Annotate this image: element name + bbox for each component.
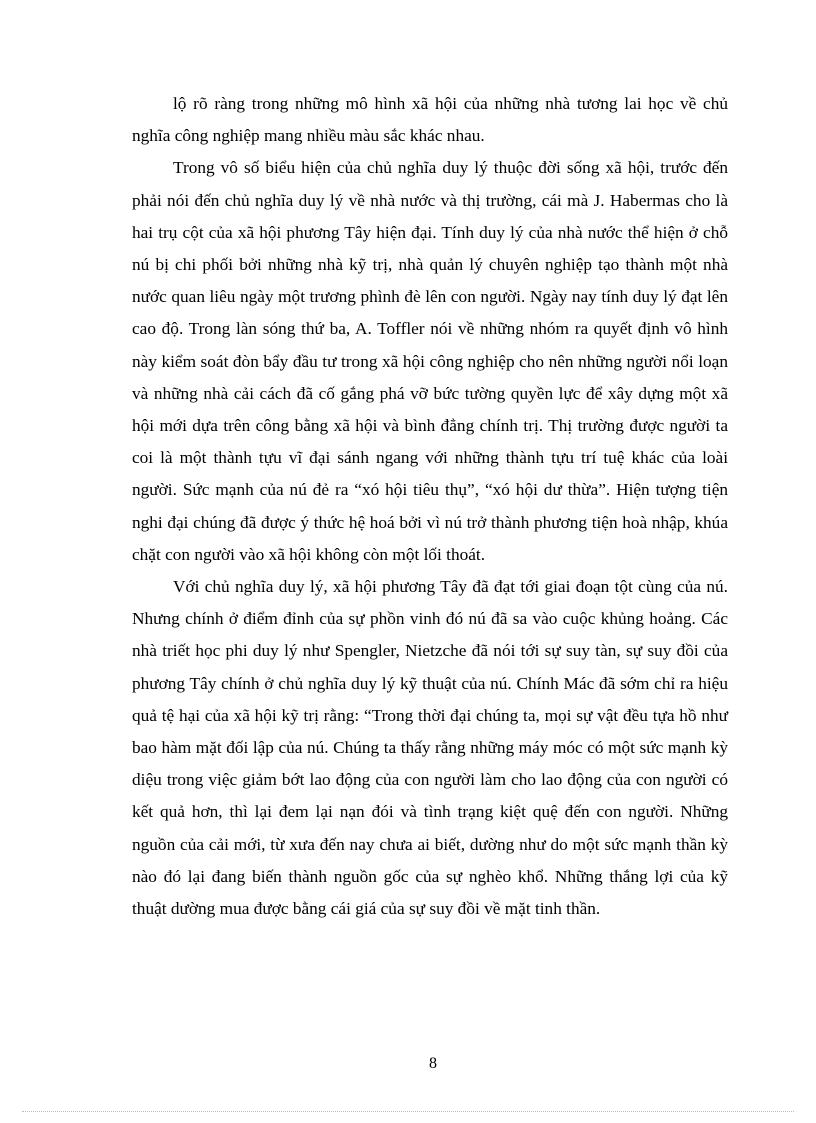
- page-number: 8: [429, 1055, 437, 1072]
- paragraph-western-crisis: Với chủ nghĩa duy lý, xã hội phương Tây đã đạt tới giai đoạn tột cùng của nú. Nhưng chính ở điểm đỉnh của sự phồn vinh đó nú đã sa vào cuộc khủng hoảng. Các nhà triết học phi duy lý như Spengler, Nietzche đã nói tới sự suy tàn, sự suy đồi của phương Tây chính ở chủ nghĩa duy lý kỹ thuật của nú. Chính Mác đã sớm chỉ ra hiệu quả tệ hại của xã hội kỹ trị rằng: “Trong thời đại chúng ta, mọi sự vật đều tựa hồ như bao hàm mặt đối lập của nú. Chúng ta thấy rằng những máy móc có một sức mạnh kỳ diệu trong việc giảm bớt lao động của con người làm cho lao động của con người có kết quả hơn, thì lại đem lại nạn đói và tình trạng kiệt quệ đến con người. Những nguồn của cải mới, từ xưa đến nay chưa ai biết, dường như do một sức mạnh thần kỳ nào đó lại đang biến thành nguồn gốc của sự nghèo khổ. Những thắng lợi của kỹ thuật dường mua được bằng cái giá của sự suy đồi về mặt tinh thần.: [132, 577, 728, 919]
- page-bottom-divider: [22, 1111, 794, 1112]
- paragraph-rationalism-state-market: Trong vô số biểu hiện của chủ nghĩa duy lý thuộc đời sống xã hội, trước đến phải nói đến chủ nghĩa duy lý về nhà nước và thị trường, cái mà J. Habermas cho là hai trụ cột của xã hội phương Tây hiện đại. Tính duy lý của nhà nước thể hiện ở chỗ nú bị chi phối bởi những nhà kỹ trị, nhà quản lý chuyên nghiệp tạo thành một nhà nước quan liêu ngày một trương phình đè lên con người. Ngày nay tính duy lý đạt lên cao độ. Trong làn sóng thứ ba, A. Toffler nói về những nhóm ra quyết định vô hình này kiểm soát đòn bẩy đầu tư trong xã hội công nghiệp cho nên những người nổi loạn và những nhà cải cách đã cố gắng phá vỡ bức tường quyền lực để xây dựng một xã hội mới dựa trên công bằng xã hội và bình đẳng chính trị. Thị trường được người ta coi là một thành tựu vĩ đại sánh ngang với những thành tựu trí tuệ khác của loài người. Sức mạnh của nú đẻ ra “xó hội tiêu thụ”, “xó hội dư thừa”. Hiện tượng tiện nghi đại chúng đã được ý thức hệ hoá bởi vì nú trở thành phương tiện hoà nhập, khúa chặt con người vào xã hội không còn một lối thoát.: [132, 158, 728, 564]
- page-body-text: [132, 88, 728, 925]
- paragraph-continuation: lộ rõ ràng trong những mô hình xã hội của những nhà tương lai học về chủ nghĩa công nghiệp mang nhiều màu sắc khác nhau.: [132, 94, 728, 146]
